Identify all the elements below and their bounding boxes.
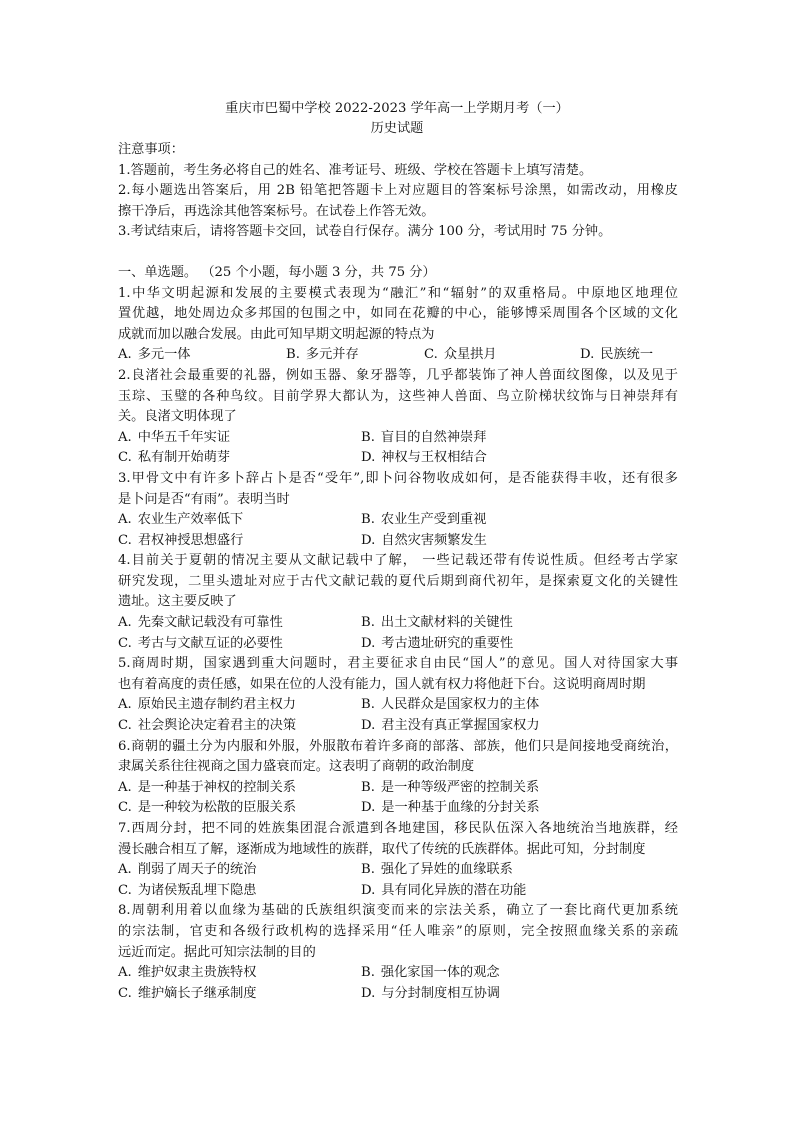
question-3 — [118, 469, 678, 551]
answer-option — [361, 963, 604, 984]
answer-option — [361, 448, 604, 469]
option-letter: B. — [361, 697, 375, 713]
answer-option — [424, 345, 580, 366]
question-stem-line: 的宗法制，官吏和各级行政机构的选择采用“任人唯亲”的原则，完全按照血缘关系的亲疏 — [118, 923, 678, 939]
question-stem-line: 遗址。这主要反映了 — [118, 594, 237, 610]
option-letter: A. — [118, 862, 132, 878]
answer-option — [361, 510, 604, 531]
answer-option — [118, 345, 286, 366]
spacer — [118, 243, 678, 263]
option-row — [118, 860, 678, 881]
answer-option — [118, 881, 361, 902]
question-stem-line: 隶属关系往往视商之国力盛衰而定。这表明了商朝的政治制度 — [118, 759, 475, 775]
notice-item-1: 1.答题前，考生务必将自己的姓名、准考证号、班级、学校在答题卡上填写清楚。 — [118, 162, 593, 178]
answer-option — [118, 963, 361, 984]
option-letter: B. — [361, 779, 375, 795]
notice-item-3: 3.考试结束后，请将答题卡交回，试卷自行保存。满分 100 分，考试用时 75 分钟。 — [118, 224, 612, 240]
option-letter: B. — [361, 512, 375, 528]
answer-option — [118, 531, 361, 552]
option-letter: D. — [580, 347, 595, 363]
question-stem-line: 3.甲骨文中有许多卜辞占卜是否“受年”,即卜问谷物收成如何，是否能获得丰收，还有很多 — [118, 470, 678, 486]
answer-option — [118, 716, 361, 737]
notice-heading: 注意事项： — [118, 142, 184, 157]
answer-option — [361, 428, 604, 449]
question-5 — [118, 654, 678, 736]
section-heading: 一、单选题。 （25 个小题，每小题 3 分，共 75 分） — [118, 264, 436, 280]
option-row — [118, 984, 678, 1005]
answer-option — [361, 613, 604, 634]
answer-option — [361, 531, 604, 552]
option-text: 社会舆论决定着君主的决策 — [137, 718, 297, 734]
option-row — [118, 798, 678, 819]
option-text: 为诸侯叛乱埋下隐患 — [137, 882, 257, 898]
answer-option — [361, 984, 604, 1005]
option-letter: C. — [118, 532, 132, 548]
answer-option — [286, 345, 424, 366]
option-letter: B. — [361, 429, 375, 445]
option-letter: A. — [118, 779, 132, 795]
answer-option — [361, 695, 604, 716]
question-6 — [118, 737, 678, 819]
option-row — [118, 531, 678, 552]
option-row — [118, 634, 678, 655]
exam-subject: 历史试题 — [370, 121, 424, 136]
option-letter: A. — [118, 965, 132, 981]
question-stem-line: 是卜问是否“有雨”。表明当时 — [118, 491, 290, 507]
option-letter: B. — [361, 965, 375, 981]
option-letter: D. — [361, 718, 376, 734]
option-letter: C. — [118, 718, 132, 734]
option-text: 出土文献材料的关键性 — [380, 615, 513, 631]
option-row — [118, 510, 678, 531]
option-letter: A. — [118, 615, 132, 631]
option-text: 多元并存 — [305, 347, 359, 363]
question-2 — [118, 366, 678, 469]
option-letter: B. — [361, 862, 375, 878]
answer-option — [361, 716, 604, 737]
question-stem-line: 2.良渚社会最重要的礼器，例如玉器、象牙器等，几乎都装饰了神人兽面纹图像，以及见于 — [118, 367, 678, 383]
answer-option — [118, 613, 361, 634]
option-text: 中华五千年实证 — [137, 429, 231, 445]
answer-option — [118, 695, 361, 716]
option-text: 君权神授思想盛行 — [137, 532, 244, 548]
question-stem-line: 玉琮、玉璧的各种鸟纹。目前学界大都认为，这些神人兽面、鸟立阶梯状纹饰与日神崇拜有 — [118, 388, 678, 404]
answer-option — [580, 345, 653, 366]
question-stem-line: 7.西周分封，把不同的姓族集团混合派遣到各地建国，移民队伍深入各地统治当地族群，经 — [118, 821, 678, 836]
option-text: 农业生产受到重视 — [380, 512, 487, 528]
question-stem-line: 研究发现，二里头遗址对应于古代文献记载的夏代后期到商代初年，是探索夏文化的关键性 — [118, 573, 678, 589]
option-row — [118, 695, 678, 716]
option-letter: C. — [424, 347, 438, 363]
question-stem-line: 成就而加以融合发展。由此可知早期文明起源的特点为 — [118, 326, 435, 342]
option-letter: D. — [361, 532, 376, 548]
option-text: 维护奴隶主贵族特权 — [137, 965, 257, 981]
question-stem-line: 置优越，地处周边众多邦国的包围之中，如同在花瓣的中心，能够博采周围各个区域的文化 — [118, 306, 678, 322]
option-text: 是一种等级严密的控制关系 — [380, 779, 540, 795]
option-text: 是一种基于神权的控制关系 — [137, 779, 296, 795]
answer-option — [118, 798, 361, 819]
option-letter: D. — [361, 882, 376, 898]
answer-option — [361, 778, 604, 799]
option-row — [118, 345, 678, 366]
option-text: 众星拱月 — [443, 347, 497, 363]
option-letter: D. — [361, 450, 376, 466]
question-7 — [118, 819, 678, 901]
option-row — [118, 716, 678, 737]
option-letter: C. — [118, 635, 132, 651]
option-row — [118, 448, 678, 469]
notice-item-2-line-1: 2.每小题选出答案后，用 2B 铅笔把答题卡上对应题目的答案标号涂黑，如需改动，用橡皮 — [118, 183, 678, 199]
option-letter: C. — [118, 450, 132, 466]
question-stem-line: 8.周朝利用着以血缘为基础的氏族组织演变而来的宗法关系，确立了一套比商代更加系统 — [118, 903, 678, 919]
question-stem-line: 关。良渚文明体现了 — [118, 409, 237, 425]
question-1 — [118, 284, 678, 366]
option-letter: B. — [286, 347, 300, 363]
option-row — [118, 613, 678, 634]
option-letter: A. — [118, 429, 132, 445]
option-letter: D. — [361, 800, 376, 816]
option-text: 考古遗址研究的重要性 — [381, 635, 514, 651]
answer-option — [118, 984, 361, 1005]
option-row — [118, 881, 678, 902]
option-text: 强化家国一体的观念 — [380, 965, 500, 981]
answer-option — [118, 448, 361, 469]
exam-content — [118, 140, 678, 1004]
option-letter: A. — [118, 697, 132, 713]
option-text: 强化了异姓的血缘联系 — [380, 862, 513, 878]
option-letter: A. — [118, 512, 132, 528]
option-text: 多元一体 — [137, 347, 191, 363]
option-text: 具有同化异族的潜在功能 — [381, 882, 527, 898]
option-text: 私有制开始萌芽 — [137, 450, 231, 466]
question-stem-line: 远近而定。据此可知宗法制的目的 — [118, 944, 316, 960]
option-text: 人民群众是国家权力的主体 — [380, 697, 540, 713]
option-letter: A. — [118, 347, 132, 363]
option-letter: C. — [118, 985, 132, 1001]
answer-option — [118, 634, 361, 655]
option-text: 削弱了周天子的统治 — [137, 862, 257, 878]
option-text: 与分封制度相互协调 — [381, 985, 500, 1001]
option-text: 民族统一 — [600, 347, 654, 363]
question-stem-line: 5.商周时期，国家遇到重大问题时，君主要征求自由民“国人”的意见。国人对待国家大事 — [118, 656, 678, 672]
question-4 — [118, 551, 678, 654]
answer-option — [361, 860, 604, 881]
option-text: 是一种基于血缘的分封关系 — [381, 800, 540, 816]
option-text: 是一种较为松散的臣服关系 — [137, 800, 297, 816]
option-text: 维护嫡长子继承制度 — [137, 985, 257, 1001]
option-row — [118, 963, 678, 984]
option-letter: B. — [361, 615, 375, 631]
notice-item-2-line-2: 擦干净后，再选涂其他答案标号。在试卷上作答无效。 — [118, 203, 435, 219]
option-row — [118, 428, 678, 449]
option-row — [118, 778, 678, 799]
answer-option — [118, 510, 361, 531]
option-text: 自然灾害频繁发生 — [381, 532, 487, 548]
option-letter: D. — [361, 635, 376, 651]
option-text: 先秦文献记载没有可靠性 — [137, 615, 283, 631]
answer-option — [118, 778, 361, 799]
question-stem-line: 也有着高度的责任感，如果在位的人没有能力，国人就有权力将他赶下台。这说明商周时期 — [118, 676, 646, 692]
option-text: 考古与文献互证的必要性 — [137, 635, 283, 651]
option-letter: C. — [118, 882, 132, 898]
option-text: 君主没有真正掌握国家权力 — [381, 718, 540, 734]
option-letter: D. — [361, 985, 376, 1001]
question-stem-line: 1.中华文明起源和发展的主要模式表现为“融汇”和“辐射”的双重格局。中原地区地理位 — [118, 285, 678, 301]
option-text: 原始民主遗存制约君主权力 — [137, 697, 296, 713]
exam-title: 重庆市巴蜀中学校 2022-2023 学年高一上学期月考（一） — [225, 101, 569, 116]
answer-option — [118, 428, 361, 449]
answer-option — [361, 634, 604, 655]
question-8 — [118, 901, 678, 1004]
option-letter: C. — [118, 800, 132, 816]
answer-option — [361, 881, 604, 902]
question-list — [118, 284, 678, 1005]
question-stem-line: 4.目前关于夏朝的情况主要从文献记载中了解， 一些记载还带有传说性质。但经考古学家 — [118, 553, 678, 569]
answer-option — [118, 860, 361, 881]
option-text: 盲目的自然神崇拜 — [380, 429, 487, 445]
answer-option — [361, 798, 604, 819]
question-stem-line: 6.商朝的疆土分为内服和外服，外服散布着许多商的部落、部族，他们只是间接地受商统治， — [118, 738, 678, 754]
question-stem-line: 漫长融合相互了解，逐渐成为地域性的族群，取代了传统的氏族群体。据此可知，分封制度 — [118, 841, 646, 857]
option-text: 神权与王权相结合 — [381, 450, 487, 466]
option-text: 农业生产效率低下 — [137, 512, 244, 528]
